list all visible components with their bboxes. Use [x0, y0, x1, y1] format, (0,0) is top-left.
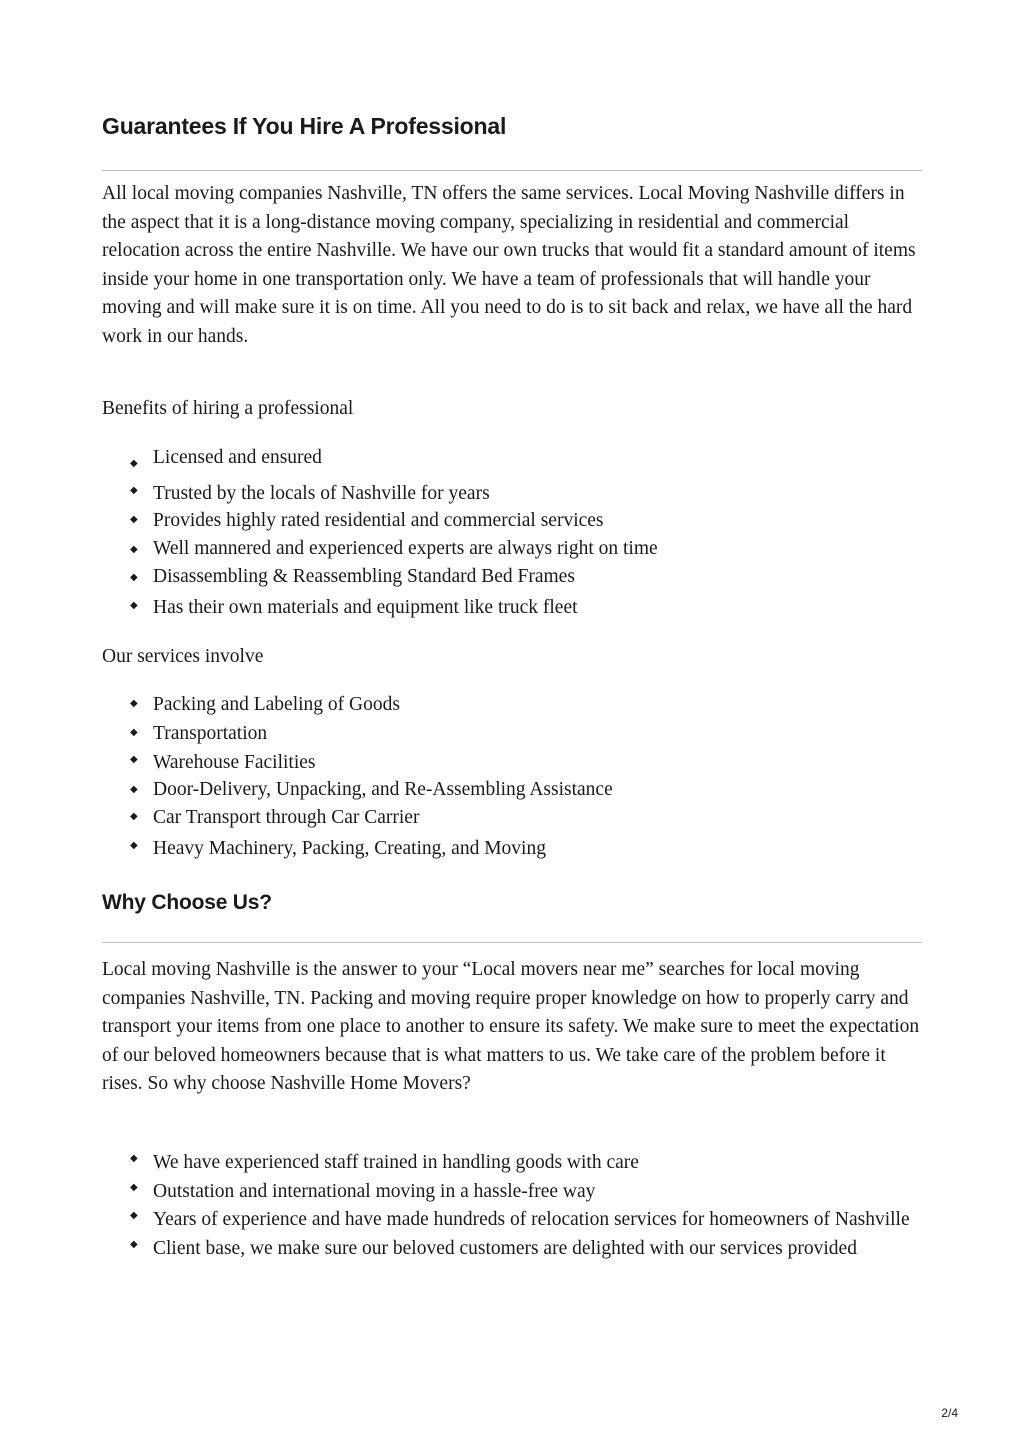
list-item: ◆ Outstation and international moving in a hassle-free way — [153, 1178, 923, 1207]
diamond-bullet-icon: ◆ — [130, 599, 138, 611]
reasons-list — [102, 1149, 923, 1263]
diamond-bullet-icon: ◆ — [130, 543, 138, 555]
list-item: ◆ Packing and Labeling of Goods — [153, 691, 923, 720]
list-item: ◆ Trusted by the locals of Nashville for years — [153, 480, 923, 509]
heading-divider — [102, 942, 922, 943]
section-heading-guarantees: Guarantees If You Hire A Professional — [102, 113, 507, 139]
benefits-list — [102, 444, 923, 622]
list-item: ◆ Transportation — [153, 720, 923, 749]
diamond-bullet-icon: ◆ — [130, 754, 138, 765]
list-item: ◆ Well mannered and experienced experts are always right on time — [153, 535, 923, 564]
heading-divider — [102, 170, 922, 171]
list-item: ◆ Disassembling & Reassembling Standard Bed Frames — [153, 563, 923, 592]
list-item: ◆ We have experienced staff trained in handling goods with care — [153, 1149, 923, 1178]
diamond-bullet-icon: ◆ — [130, 1153, 138, 1164]
list-item: ◆ Door-Delivery, Unpacking, and Re-Assembling Assistance — [153, 776, 923, 805]
benefits-intro: Benefits of hiring a professional — [102, 398, 354, 419]
diamond-bullet-icon: ◆ — [130, 514, 138, 525]
intro-paragraph: All local moving companies Nashville, TN offers the same services. Local Moving Nashville differs in the aspect that it is a long-distance moving company, specializing in residential and commercial relocation across the entire Nashville. We have our own trucks that would fit a standard amount of items inside your home in one transportation only. We have a team of professionals that will handle your moving and will make sure it is on time. All you need to do is to sit back and relax, we have all the hard work in our hands. — [102, 183, 916, 347]
list-item: ◆ Heavy Machinery, Packing, Creating, and Moving — [153, 835, 923, 864]
diamond-bullet-icon: ◆ — [130, 783, 138, 795]
why-choose-paragraph: Local moving Nashville is the answer to your “Local movers near me” searches for local moving companies Nashville, TN. Packing and moving require proper knowledge on how to properly carry and transport your items from one place to another to ensure its safety. We make sure to meet the expectation of our beloved homeowners because that is what matters to us. We take care of the problem before it rises. So why choose Nashville Home Movers? — [102, 959, 920, 1094]
list-item: ◆ Client base, we make sure our beloved customers are delighted with our services provided — [153, 1235, 923, 1264]
list-item: ◆ Warehouse Facilities — [153, 749, 923, 778]
section-heading-why-choose-us: Why Choose Us? — [102, 891, 272, 914]
list-item: ◆ Provides highly rated residential and commercial services — [153, 507, 923, 536]
list-item: ◆ Years of experience and have made hundreds of relocation services for homeowners of Nashville — [153, 1206, 923, 1235]
diamond-bullet-icon: ◆ — [130, 484, 138, 496]
services-list — [102, 691, 923, 863]
list-item: ◆ Licensed and ensured — [153, 444, 923, 473]
services-intro: Our services involve — [102, 646, 264, 667]
page-number: 2/4 — [941, 1406, 958, 1420]
diamond-bullet-icon: ◆ — [130, 1238, 138, 1250]
list-item: ◆ Car Transport through Car Carrier — [153, 804, 923, 833]
diamond-bullet-icon: ◆ — [130, 1181, 138, 1193]
diamond-bullet-icon: ◆ — [130, 698, 138, 709]
diamond-bullet-icon: ◆ — [130, 726, 138, 738]
diamond-bullet-icon: ◆ — [130, 811, 138, 822]
diamond-bullet-icon: ◆ — [130, 1210, 138, 1221]
list-item: ◆ Has their own materials and equipment like truck fleet — [153, 594, 923, 623]
diamond-bullet-icon: ◆ — [130, 839, 138, 851]
diamond-bullet-icon: ◆ — [130, 458, 138, 469]
diamond-bullet-icon: ◆ — [130, 572, 138, 583]
